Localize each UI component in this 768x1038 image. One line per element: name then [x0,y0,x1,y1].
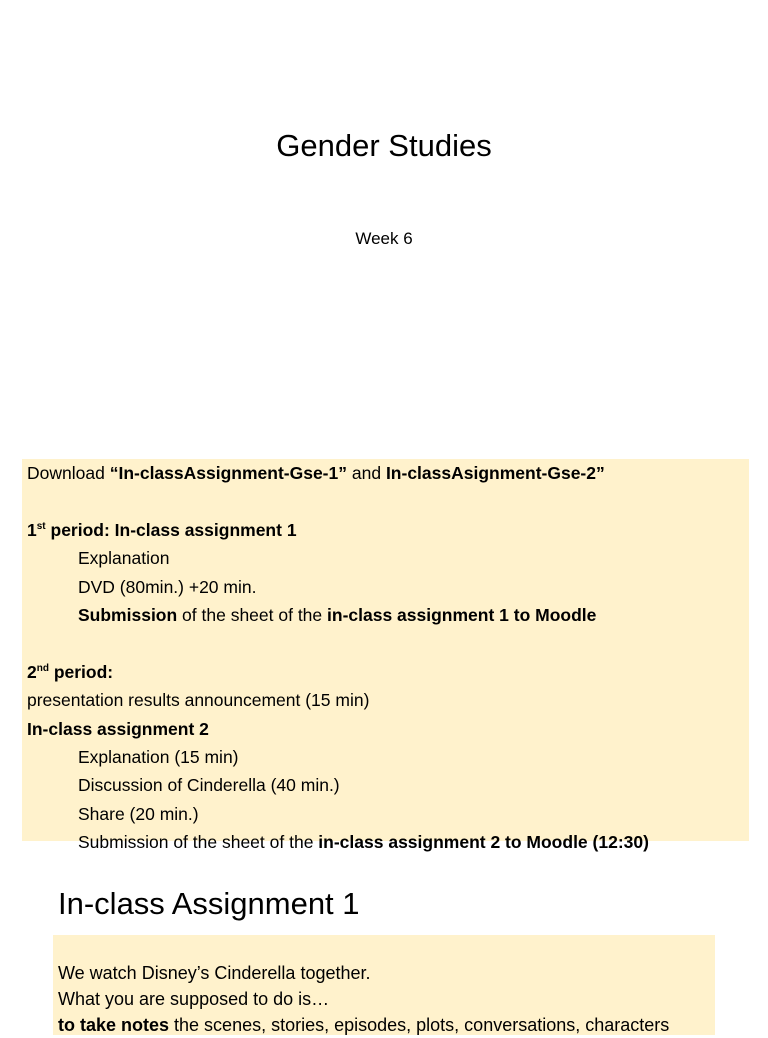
period-2-share: Share (20 min.) [78,803,199,824]
period-1-number: 1 [27,519,37,540]
assignment-2-label: In-class assignment 2 [27,718,209,739]
period-2-ordinal: nd [36,662,49,674]
spacer [27,629,762,657]
assignment-1-line-2: What you are supposed to do is… [58,989,330,1009]
period-1-dvd: DVD (80min.) +20 min. [78,576,257,597]
schedule-text [27,459,762,856]
download-file-1: “In-classAssignment-Gse-1” [109,463,347,483]
period-1-ordinal: st [36,520,46,532]
period-2-label: period: [48,661,114,682]
download-file-2: In-classAsignment-Gse-2” [385,463,605,483]
period-2-number: 2 [27,661,37,682]
take-notes-bold: to take notes [58,1015,170,1035]
period-2-explanation: Explanation (15 min) [78,746,239,767]
slide-title: Gender Studies [276,128,492,163]
period-1-label: period: In-class assignment 1 [45,519,297,540]
take-notes-rest: the scenes, stories, episodes, plots, conversations, characters [169,1015,670,1035]
submission-mid: of the sheet of the [177,604,328,625]
download-prefix: Download [27,463,110,483]
assignment-1-text [58,960,758,1038]
download-line [27,459,762,487]
period-2-assignment [27,715,762,743]
download-and: and [347,463,386,483]
period-2-heading [27,658,762,686]
period-2-presentation: presentation results announcement (15 min) [27,690,370,711]
assignment-1-line-1: We watch Disney’s Cinderella together. [58,963,371,983]
submission-bold: Submission [78,604,178,625]
submission-2-end: in-class assignment 2 to Moodle (12:30) [318,832,649,853]
assignment-1-line-3 [58,1012,758,1038]
slide-subtitle: Week 6 [355,229,413,248]
period-1-heading [27,516,762,544]
submission-end: in-class assignment 1 to Moodle [327,604,597,625]
period-1-explanation: Explanation [78,548,170,569]
spacer [27,487,762,515]
period-2-submission [27,828,762,856]
assignment-1-heading: In-class Assignment 1 [58,886,360,921]
submission-2-start: Submission of the sheet of the [78,832,319,853]
period-1-submission [27,601,762,629]
period-2-discussion: Discussion of Cinderella (40 min.) [78,775,340,796]
